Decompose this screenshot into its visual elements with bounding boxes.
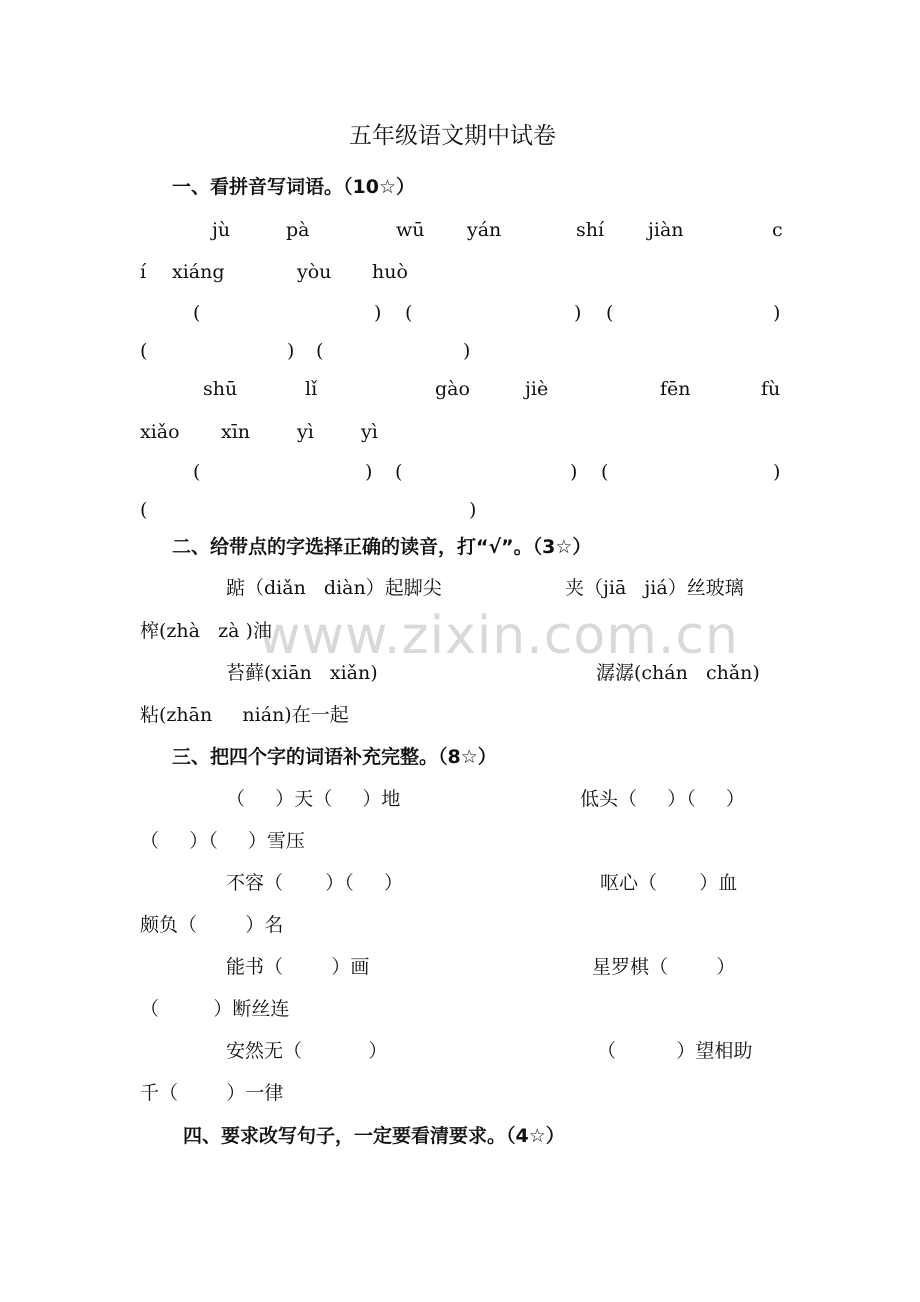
answer-paren-close: ) [365,461,373,483]
idiom-6: （ ）断丝连 [140,998,290,1020]
answer-paren-close: ) [287,340,295,362]
pinyin-ju: jù [212,219,231,241]
pinyin-xiang: xiáng [172,261,225,283]
answer-paren-open: ( [140,340,148,362]
pinyin-yi: yì [361,421,378,443]
idiom-5a: 能书（ ）画 [226,956,370,978]
answer-paren-open: ( [405,302,413,324]
pinyin-xiao: xiǎo [140,421,180,443]
pinyin-i: í [140,261,147,283]
pinyin-shu: shū [203,378,238,400]
idiom-2: （ ）（ ）雪压 [140,830,305,852]
idiom-1a: （ ）天（ ）地 [226,788,401,810]
choice-line2: 榨(zhà zà )油 [140,620,272,642]
pinyin-jian: jiàn [648,219,684,241]
answer-paren-open: ( [193,302,201,324]
choice-line4: 粘(zhān nián)在一起 [140,704,349,726]
pinyin-pa: pà [286,219,310,241]
idiom-8: 千（ ）一律 [140,1082,284,1104]
section1-heading: 一、看拼音写词语。（10☆） [172,176,415,198]
pinyin-huo: huò [372,261,408,283]
pinyin-shi: shí [576,219,605,241]
answer-paren-close: ) [773,461,781,483]
choice-line1-b: 夹（jiā jiá）丝玻璃 [565,577,744,599]
answer-paren-open: ( [395,461,403,483]
answer-paren-close: ) [463,340,471,362]
choice-line3-b: 潺潺(chán chǎn) [596,662,760,684]
pinyin-yan: yán [467,219,502,241]
pinyin-jie: jiè [525,378,549,400]
pinyin-xin: xīn [221,421,251,443]
answer-paren-open: ( [140,499,148,521]
page-title: 五年级语文期中试卷 [349,123,556,149]
section2-heading: 二、给带点的字选择正确的读音，打“√”。（3☆） [172,536,592,558]
choice-line3-a: 苔藓(xiān xiǎn) [226,662,378,684]
answer-paren-open: ( [601,461,609,483]
answer-paren-open: ( [193,461,201,483]
pinyin-c: c [772,219,783,241]
answer-paren-close: ) [773,302,781,324]
idiom-3a: 不容（ ）（ ） [226,872,403,894]
answer-paren-close: ) [469,499,477,521]
answer-paren-close: ) [570,461,578,483]
pinyin-fu: fù [761,378,781,400]
pinyin-you: yòu [297,261,332,283]
pinyin-gao: gào [435,378,470,400]
choice-line1-a: 踮（diǎn diàn）起脚尖 [226,577,442,599]
pinyin-li: lǐ [305,378,318,400]
idiom-7b: （ ）望相助 [597,1040,753,1062]
answer-paren-open: ( [606,302,614,324]
pinyin-fen: fēn [660,378,691,400]
idiom-4: 颇负（ ）名 [140,914,284,936]
section4-heading: 四、要求改写句子，一定要看清要求。（4☆） [183,1125,565,1147]
pinyin-yi: yì [297,421,314,443]
pinyin-wu: wū [396,219,425,241]
answer-paren-open: ( [316,340,324,362]
idiom-3b: 呕心（ ）血 [600,872,738,894]
watermark: www.zixin.com.cn [258,606,739,666]
idiom-7a: 安然无（ ） [226,1040,388,1062]
section3-heading: 三、把四个字的词语补充完整。（8☆） [172,746,497,768]
answer-paren-close: ) [574,302,582,324]
idiom-5b: 星罗棋（ ） [592,956,736,978]
idiom-1b: 低头（ ）（ ） [580,788,745,810]
answer-paren-close: ) [374,302,382,324]
